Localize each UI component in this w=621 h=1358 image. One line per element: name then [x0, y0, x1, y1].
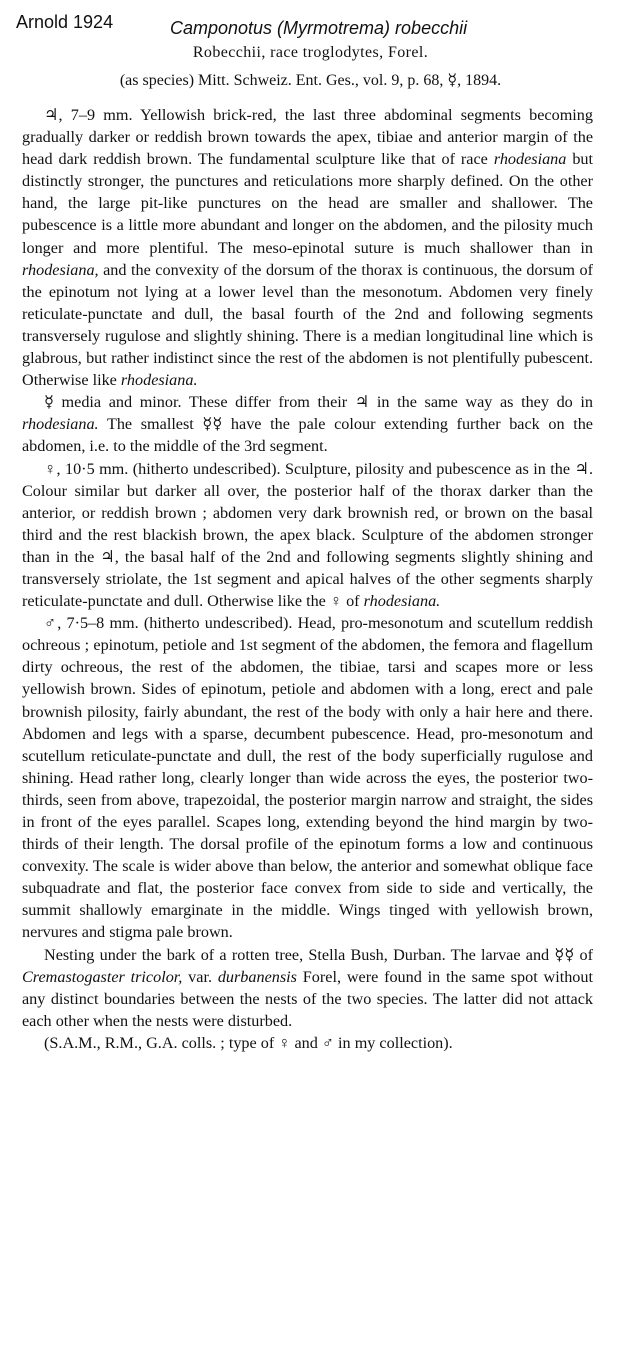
female-paragraph: ♀, 10·5 mm. (hitherto undescribed). Sculpture, pilosity and pubescence as in the ♃. Colour similar but darker all over, the posterior half of the thorax darker than the anterior, or reddish brown ; abdomen very dark brownish red, or brown on the basal third and the rest blackish brown, the apex black. Sculpture of the abdomen stronger than in the ♃, the basal half of the 2nd and following segments slightly shining and transversely striolate, the 1st segment and apical halves of the other segments sharply reticulate-punctate and dull. Otherwise like the ♀ of rhodesiana. — [22, 459, 593, 611]
major-worker-paragraph: ♃, 7–9 mm. Yellowish brick-red, the last three abdominal segments becoming gradually darker or reddish brown towards the apex, tibiae and anterior margin of the head dark reddish brown. The fundamental sculpture like that of race rhodesiana but distinctly stronger, the punctures and reticulations more sharply defined. On the other hand, the large pit-like punctures on the head are smaller and shallower. The pubescence is a little more abundant and longer on the abdomen, and the pilosity much longer and more plentiful. The meso-epinotal suture is much shallower than in rhodesiana, and the convexity of the dorsum of the thorax is continuous, the dorsum of the epinotum not lying at a lower level than the mesonotum. Abdomen very finely reticulate-punctate and dull, the basal fourth of the 2nd and following segments transversely rugulose and slightly shining. There is a median longitudinal line which is glabrous, but rather indistinct since the rest of the abdomen is not plentifully pubescent. Otherwise like rhodesiana. — [22, 106, 593, 390]
media-minor-paragraph: ☿ media and minor. These differ from their ♃ in the same way as they do in rhodesiana. The smallest ☿☿ have the pale colour extending further back on the abdomen, i.e. to the middle of the 3rd segment. — [22, 393, 593, 456]
collections-paragraph: (S.A.M., R.M., G.A. colls. ; type of ♀ and ♂ in my collection). — [44, 1033, 453, 1052]
description-body — [22, 104, 593, 1054]
author-year: Arnold 1924 — [16, 12, 114, 32]
race-subtitle: Robecchii, race troglodytes, Forel. — [192, 44, 429, 61]
nesting-paragraph: Nesting under the bark of a rotten tree, Stella Bush, Durban. The larvae and ☿☿ of Cremastogaster tricolor, var. durbanensis Forel, were found in the same spot without any distinct boundaries between the nests of the two species. The latter did not attack each other when the nests were disturbed. — [22, 945, 593, 1030]
male-paragraph: ♂, 7·5–8 mm. (hitherto undescribed). Head, pro-mesonotum and scutellum reddish ochreous ; epinotum, petiole and 1st segment of the abdomen, the femora and flagellum dirty ochreous, the rest of the abdomen, the tibiae, tarsi and scapes more or less yellowish brown. Sides of epinotum, petiole and abdomen with a long, erect and pale brownish pilosity, fairly abundant, the rest of the body with only a hair here and there. Abdomen and legs with a sparse, decumbent pubescence. Head, pro-mesonotum and scutellum reticulate-punctate and dull, the rest of the body superficially rugulose and shining. Head rather long, clearly longer than wide across the eyes, the posterior two-thirds, seen from above, trapezoidal, the posterior margin narrow and straight, the sides in front of the eyes parallel. Scapes long, extending beyond the hind margin by two-thirds of their length. The dorsal profile of the epinotum forms a low and continuous convexity. The scale is wider above than below, the anterior and somewhat oblique face subquadrate and flat, the posterior face convex from side to side and vertically, the summit shallowly emarginate in the middle. Wings tinged with yellowish brown, nervures and stigma pale brown. — [22, 614, 593, 942]
species-title: Camponotus (Myrmotrema) robecchii — [170, 18, 468, 38]
citation-line: (as species) Mitt. Schweiz. Ent. Ges., vol. 9, p. 68, ☿, 1894. — [119, 72, 502, 89]
